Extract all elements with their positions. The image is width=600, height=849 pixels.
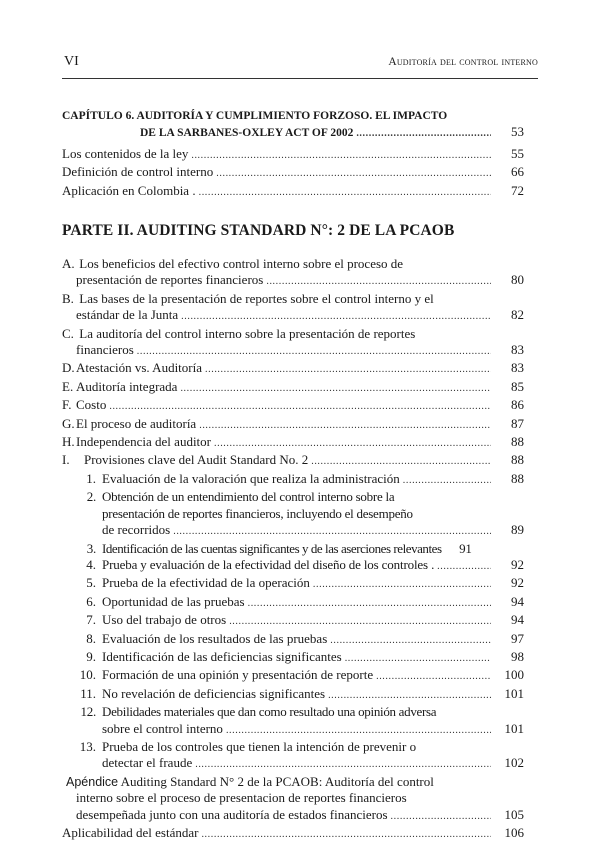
toc-page: 102 bbox=[504, 755, 524, 771]
part2-title: PARTE II. AUDITING STANDARD N°: 2 DE LA PCAOB bbox=[62, 222, 455, 239]
toc-number: 7. bbox=[86, 612, 96, 628]
toc-page: 80 bbox=[511, 272, 524, 288]
toc-appendix bbox=[62, 774, 524, 790]
leader-dots bbox=[391, 809, 491, 825]
toc-page: 55 bbox=[511, 145, 524, 161]
toc-label: Provisiones clave del Audit Standard No. 2 bbox=[84, 452, 309, 468]
toc-label: El proceso de auditoría bbox=[76, 415, 197, 431]
leader-dots bbox=[195, 757, 491, 773]
leader-dots bbox=[199, 418, 491, 434]
toc-label: Aplicabilidad del estándar bbox=[62, 825, 199, 840]
leader-dots bbox=[191, 148, 491, 164]
toc-page: 98 bbox=[511, 648, 524, 664]
toc-label: Evaluación de los resultados de las pruebas bbox=[102, 630, 328, 646]
leader-dots bbox=[356, 126, 491, 142]
toc-entry-h bbox=[62, 434, 524, 452]
toc-entry bbox=[62, 183, 524, 201]
toc-label: desempeñada junto con una auditoría de estados financieros bbox=[76, 806, 388, 822]
toc-label: Aplicación en Colombia . bbox=[62, 182, 196, 198]
toc-subentry-1 bbox=[62, 471, 524, 489]
leader-dots bbox=[376, 669, 491, 685]
toc-page: 89 bbox=[511, 522, 524, 538]
toc-entry-a-cont bbox=[62, 272, 524, 290]
toc-page: 101 bbox=[504, 685, 524, 701]
toc-label: financieros bbox=[76, 342, 134, 358]
toc-label: sobre el control interno bbox=[102, 720, 223, 736]
toc-page: 66 bbox=[511, 164, 524, 180]
toc-page: 105 bbox=[504, 806, 524, 822]
leader-dots bbox=[216, 166, 491, 182]
toc-entry-e bbox=[62, 379, 524, 397]
toc-letter: C. bbox=[62, 325, 74, 341]
toc-subentry-7 bbox=[62, 612, 524, 630]
toc-label: Independencia del auditor bbox=[76, 434, 211, 450]
toc-number: 12. bbox=[80, 704, 96, 720]
toc-number: 6. bbox=[86, 593, 96, 609]
toc-number: 2. bbox=[86, 489, 96, 505]
toc-letter: H. bbox=[62, 434, 75, 450]
header-rule bbox=[62, 78, 538, 79]
toc-number: 11. bbox=[80, 685, 96, 701]
toc-subentry-11 bbox=[62, 686, 524, 704]
toc-entry-b-cont bbox=[62, 307, 524, 325]
toc-subentry-12-cont bbox=[62, 721, 524, 739]
toc-page: 88 bbox=[511, 434, 524, 450]
toc-label: estándar de la Junta bbox=[76, 307, 179, 323]
toc-label: Obtención de un entendimiento del control interno sobre la bbox=[102, 489, 395, 505]
leader-dots bbox=[199, 185, 491, 201]
toc-number: 13. bbox=[79, 738, 96, 754]
toc-entry bbox=[62, 164, 524, 182]
toc-number: 10. bbox=[79, 667, 96, 683]
toc-label: detectar el fraude bbox=[102, 755, 193, 771]
toc-entry-a bbox=[62, 256, 524, 272]
toc-label: Identificación de las cuentas significantes y de las aserciones relevantes bbox=[102, 540, 442, 556]
leader-dots bbox=[313, 577, 491, 593]
leader-dots bbox=[248, 596, 491, 612]
toc-letter: A. bbox=[62, 256, 75, 271]
toc-page: 82 bbox=[511, 307, 524, 323]
toc-page: 72 bbox=[511, 182, 524, 198]
page-number: VI bbox=[64, 54, 79, 69]
toc-label: Oportunidad de las pruebas bbox=[102, 593, 245, 609]
toc-subentry-12 bbox=[62, 704, 524, 720]
leader-dots bbox=[229, 614, 491, 630]
toc-page: 100 bbox=[504, 667, 524, 683]
toc-label: de recorridos bbox=[102, 522, 171, 538]
toc-letter: F. bbox=[62, 397, 72, 413]
toc-label: Prueba y evaluación de la efectividad del diseño de los controles . bbox=[102, 556, 435, 572]
toc-page: 92 bbox=[511, 575, 524, 591]
toc-entry-applicability bbox=[62, 825, 524, 843]
toc-label: Identificación de las deficiencias significantes bbox=[102, 648, 342, 664]
toc-page: 88 bbox=[511, 470, 524, 486]
toc-subentry-10 bbox=[62, 667, 524, 685]
toc-entry-c bbox=[62, 326, 524, 342]
toc-label: Auditing Standard N° 2 de la PCAOB: Auditoría del control bbox=[120, 773, 434, 789]
toc-entry bbox=[62, 146, 524, 164]
leader-dots bbox=[180, 381, 491, 397]
leader-dots bbox=[201, 827, 491, 843]
toc-subentry-6 bbox=[62, 594, 524, 612]
toc-subentry-13 bbox=[62, 739, 524, 755]
leader-dots bbox=[173, 524, 491, 540]
toc-subentry-9 bbox=[62, 649, 524, 667]
toc-label: No revelación de deficiencias significantes bbox=[102, 685, 326, 701]
chapter6-block bbox=[62, 108, 524, 201]
leader-dots bbox=[181, 309, 491, 325]
toc-label: Debilidades materiales que dan como resultado una opinión adversa bbox=[102, 704, 437, 720]
toc-entry-f bbox=[62, 397, 524, 415]
toc-number: 8. bbox=[86, 630, 96, 646]
toc-entry-i bbox=[62, 452, 524, 470]
toc-number: 9. bbox=[86, 648, 96, 664]
toc-subentry-5 bbox=[62, 575, 524, 593]
chapter6-title-line2: DE LA SARBANES-OXLEY ACT OF 2002 bbox=[140, 127, 354, 140]
toc-page: 92 bbox=[511, 556, 524, 572]
leader-dots bbox=[345, 651, 491, 667]
toc-label: Auditoría integrada bbox=[76, 378, 178, 394]
toc-label: Prueba de la efectividad de la operación bbox=[102, 575, 310, 591]
toc-subentry-2 bbox=[62, 489, 524, 505]
toc-number: 3. bbox=[86, 540, 96, 556]
chapter6-title-line1: CAPÍTULO 6. AUDITORÍA Y CUMPLIMIENTO FORZOSO. EL IMPACTO bbox=[62, 110, 448, 122]
toc-label: presentación de reportes financieros bbox=[76, 272, 264, 288]
toc-page: 86 bbox=[511, 397, 524, 413]
toc-appendix-cont: interno sobre el proceso de presentacion de reportes financieros bbox=[76, 790, 407, 806]
leader-dots bbox=[328, 688, 491, 704]
toc-subentry-2-cont: presentación de reportes financieros, incluyendo el desempeño bbox=[102, 505, 413, 521]
toc-label: La auditoría del control interno sobre la presentación de reportes bbox=[79, 325, 416, 341]
toc-number: 5. bbox=[86, 575, 96, 591]
leader-dots bbox=[437, 559, 491, 575]
toc-page: 85 bbox=[511, 378, 524, 394]
toc-entry-g bbox=[62, 416, 524, 434]
leader-dots bbox=[403, 473, 491, 489]
leader-dots bbox=[226, 723, 491, 739]
toc-page: 87 bbox=[511, 415, 524, 431]
toc-entry-c-cont bbox=[62, 342, 524, 360]
leader-dots bbox=[109, 399, 491, 415]
toc-label: Atestación vs. Auditoría bbox=[76, 360, 203, 376]
leader-dots bbox=[214, 436, 491, 452]
toc-entry-d bbox=[62, 360, 524, 378]
toc-page: 106 bbox=[504, 825, 524, 840]
toc-appendix-cont2 bbox=[62, 807, 524, 825]
toc-page: 83 bbox=[511, 342, 524, 358]
chapter6-title-entry bbox=[62, 124, 524, 142]
leader-dots bbox=[330, 633, 491, 649]
toc-label: Formación de una opinión y presentación de reporte bbox=[102, 667, 374, 683]
toc-letter: G. bbox=[62, 415, 75, 431]
toc-subentry-3 bbox=[62, 541, 524, 557]
leader-dots bbox=[311, 454, 491, 470]
toc-page: 88 bbox=[511, 452, 524, 468]
toc-label: Los contenidos de la ley bbox=[62, 145, 189, 161]
toc-letter: E. bbox=[62, 378, 74, 394]
toc-letter: B. bbox=[62, 290, 74, 306]
leader-dots bbox=[266, 274, 491, 290]
leader-dots bbox=[205, 362, 491, 378]
toc-appendix-label: Apéndice bbox=[66, 774, 119, 789]
toc-page: 53 bbox=[511, 124, 524, 140]
toc-page: 97 bbox=[511, 630, 524, 646]
toc-number: 4. bbox=[86, 556, 96, 572]
toc-page: 91 bbox=[459, 540, 472, 556]
toc-label: Las bases de la presentación de reportes sobre el control interno y el bbox=[79, 290, 434, 306]
toc-label: Evaluación de la valoración que realiza la administración bbox=[102, 470, 400, 486]
toc-page: 94 bbox=[511, 612, 524, 628]
toc-page: 101 bbox=[504, 720, 524, 736]
toc-page: 94 bbox=[511, 593, 524, 609]
toc-label: Costo bbox=[76, 397, 107, 413]
toc-label: Uso del trabajo de otros bbox=[102, 612, 227, 628]
toc-letter: I. bbox=[62, 452, 70, 468]
toc-number: 1. bbox=[86, 470, 96, 486]
toc-label: Los beneficios del efectivo control interno sobre el proceso de bbox=[79, 256, 404, 271]
toc-label: Definición de control interno bbox=[62, 164, 214, 180]
toc-subentry-13-cont bbox=[62, 755, 524, 773]
toc-letter: D. bbox=[62, 360, 75, 376]
toc-label: Prueba de los controles que tienen la intención de prevenir o bbox=[102, 738, 417, 754]
leader-dots bbox=[137, 344, 491, 360]
toc-entry-b bbox=[62, 291, 524, 307]
toc-subentry-8 bbox=[62, 631, 524, 649]
part2-block bbox=[62, 256, 524, 843]
toc-subentry-4 bbox=[62, 557, 524, 575]
running-head: Auditoría del control interno bbox=[388, 56, 538, 68]
toc-subentry-2-cont2 bbox=[62, 522, 524, 540]
toc-page: 83 bbox=[511, 360, 524, 376]
